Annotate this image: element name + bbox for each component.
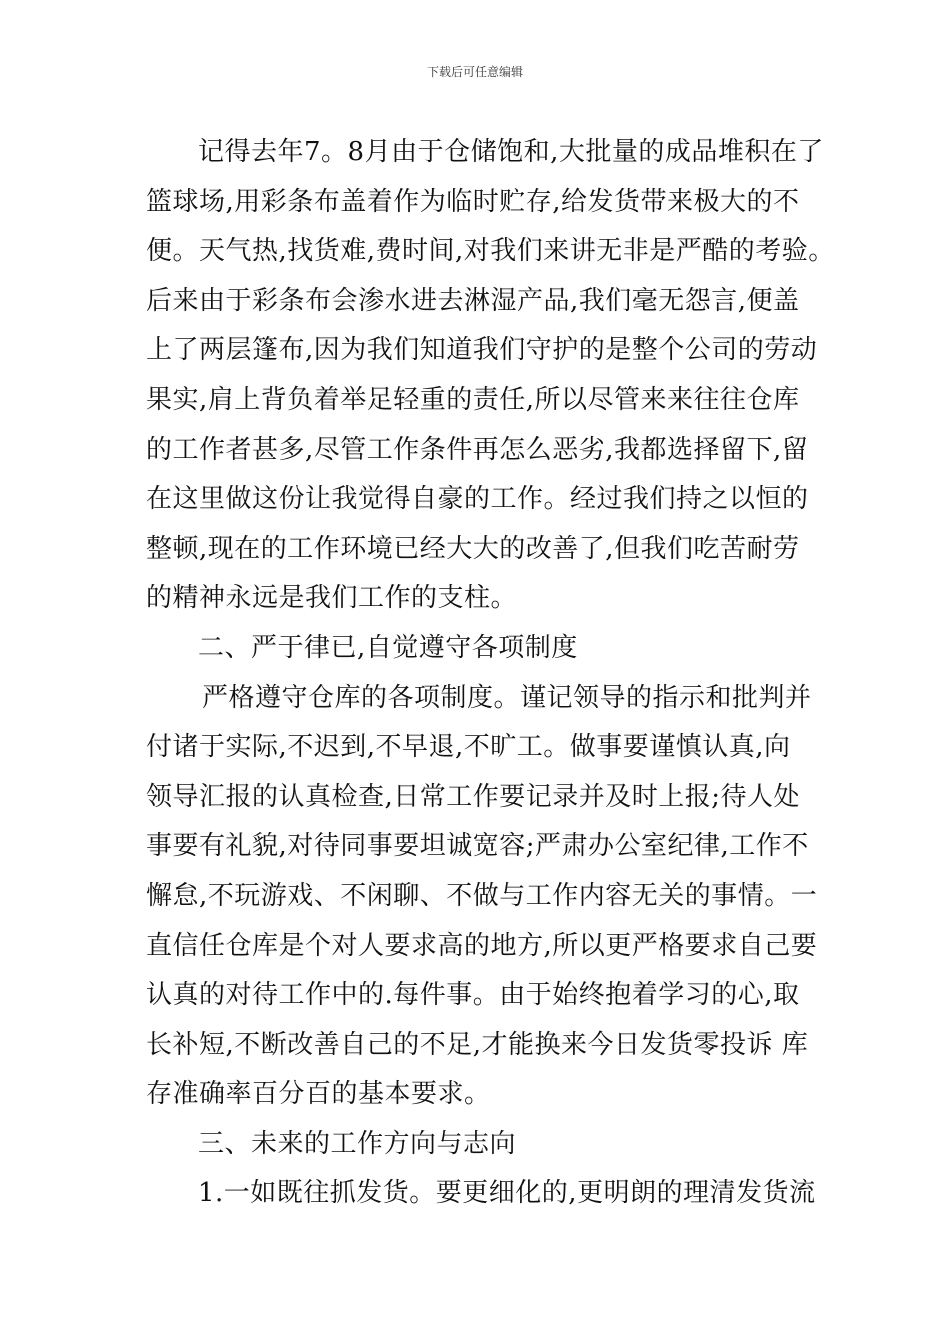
text-line: 领导汇报的认真检查,日常工作要记录并及时上报;待人处: [146, 781, 801, 812]
text-line: 1.一如既往抓发货。要更细化的,更明朗的理清发货流: [198, 1178, 816, 1209]
text-line: 认真的对待工作中的.每件事。由于始终抱着学习的心,取: [146, 980, 800, 1011]
section-heading-text: 三、未来的工作方向与志向: [198, 1128, 517, 1159]
text-line: 果实,肩上背负着举足轻重的责任,所以尽管来来往往仓库: [146, 384, 800, 415]
text-line: 在这里做这份让我觉得自豪的工作。经过我们持之以恒的: [146, 484, 809, 515]
text-line: 后来由于彩条布会渗水进去淋湿产品,我们毫无怨言,便盖: [146, 285, 800, 316]
text-line: 篮球场,用彩条布盖着作为临时贮存,给发货带来极大的不: [146, 186, 800, 217]
document-body: [146, 128, 835, 1219]
page-header: 下载后可任意编辑: [426, 65, 523, 79]
text-line: 付诸于实际,不迟到,不早退,不旷工。做事要谨慎认真,向: [146, 732, 791, 763]
section-heading-2: [146, 624, 826, 674]
paragraph-item-1: [146, 1169, 826, 1219]
text-line: 的工作者甚多,尽管工作条件再怎么恶劣,我都选择留下,留: [146, 434, 809, 465]
text-line: 上了两层篷布,因为我们知道我们守护的是整个公司的劳动: [146, 335, 818, 366]
text-line: 直信任仓库是个对人要求高的地方,所以更严格要求自己要: [146, 930, 818, 961]
text-line: 的精神永远是我们工作的支柱。: [146, 583, 518, 614]
text-line: 记得去年7。8月由于仓储饱和,大批量的成品堆积在了: [198, 137, 824, 167]
section-heading-3: [146, 1120, 826, 1170]
text-line: 严格遵守仓库的各项制度。谨记领导的指示和批判并: [202, 682, 812, 713]
text-line: 长补短,不断改善自己的不足,才能换来今日发货零投诉 库: [146, 1029, 809, 1060]
paragraph-rules: [146, 674, 826, 1120]
text-line: 事要有礼貌,对待同事要坦诚宽容;严肃办公室纪律,工作不: [146, 831, 809, 862]
text-line: 便。天气热,找货难,费时间,对我们来讲无非是严酷的考验。: [146, 236, 835, 267]
text-line: 存准确率百分百的基本要求。: [146, 1079, 491, 1110]
paragraph-warehouse-story: [146, 128, 835, 624]
text-line: 整顿,现在的工作环境已经大大的改善了,但我们吃苦耐劳: [146, 533, 800, 564]
section-heading-text: 二、严于律已,自觉遵守各项制度: [198, 632, 578, 663]
text-line: 懈怠,不玩游戏、不闲聊、不做与工作内容无关的事情。一: [146, 880, 818, 911]
